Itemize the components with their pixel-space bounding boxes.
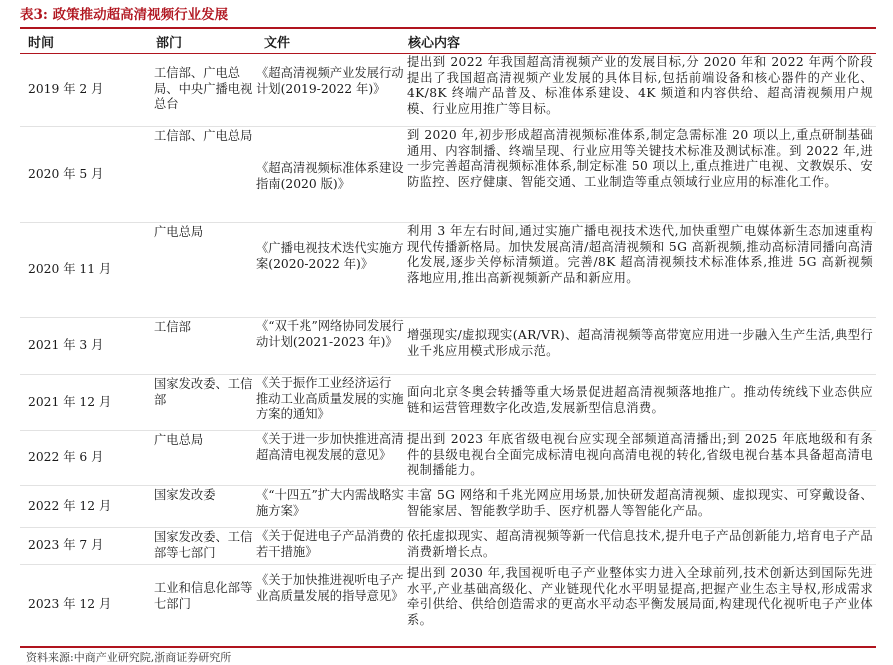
row-core: 利用 3 年左右时间,通过实施广播电视技术迭代,加快重塑广电媒体新生态加速重构现代传播新格局。加快发展高清/超高清视频和 5G 高新视频,推动高标清同播向高清化发展,逐步关停标清频道。完善/8K 超高清视频技术标准体系,推进 5G 高新视频落地应用,推出高新视频新产品和新应用。: [407, 224, 873, 285]
row-doc: 《超高清视频标准体系建设指南(2020 版)》: [256, 161, 404, 191]
row-doc: 《超高清视频产业发展行动计划(2019-2022 年)》: [256, 66, 404, 96]
row-time: 2023 年 7 月: [28, 538, 104, 553]
row-dept: 工业和信息化部等七部门: [154, 581, 253, 611]
row-time: 2020 年 11 月: [28, 262, 112, 277]
table-row: [20, 223, 876, 318]
source-note: 资料来源:中商产业研究院,浙商证券研究所: [26, 651, 232, 664]
row-dept: 工信部: [154, 320, 191, 334]
row-dept: 工信部、广电总局、中央广播电视总台: [154, 66, 253, 112]
row-doc: 《关于促进电子产品消费的若干措施》: [256, 529, 404, 559]
row-dept: 国家发改委、工信部: [154, 377, 253, 407]
row-time: 2019 年 2 月: [28, 82, 104, 97]
row-time: 2021 年 12 月: [28, 394, 112, 409]
row-dept: 广电总局: [154, 433, 204, 447]
row-time: 2020 年 5 月: [28, 166, 104, 181]
row-doc: 《“双千兆”网络协同发展行动计划(2021-2023 年)》: [256, 319, 404, 349]
row-core: 增强现实/虚拟现实(AR/VR)、超高清视频等高带宽应用进一步融入生产生活,典型行业千兆应用模式形成示范。: [407, 328, 873, 358]
row-time: 2022 年 12 月: [28, 498, 112, 513]
row-core: 提出到 2023 年底省级电视台应实现全部频道高清播出;到 2025 年底地级和有条件的县级电视台全面完成标清电视向高清电视的转化,省级电视台基本具备超高清电视制播能力。: [407, 432, 873, 478]
row-core: 提出到 2030 年,我国视听电子产业整体实力进入全球前列,技术创新达到国际先进水平,产业基础高级化、产业链现代化水平明显提高,把握产业生态主导权,形成需求牵引供给、供给创造需求的更高水平动态平衡发展局面,构建现代化视听电子产业体系。: [407, 566, 873, 627]
table-row: [20, 318, 876, 375]
row-doc: 《关于振作工业经济运行 推动工业高质量发展的实施方案的通知》: [256, 376, 404, 422]
row-time: 2022 年 6 月: [28, 450, 104, 465]
row-dept: 广电总局: [154, 225, 204, 239]
column-header-core: 核心内容: [408, 36, 461, 51]
table-row: [20, 431, 876, 486]
column-header-dept: 部门: [156, 36, 183, 51]
row-dept: 工信部、广电总局: [154, 129, 253, 143]
table-header: [20, 29, 876, 54]
row-doc: 《广播电视技术迭代实施方案(2020-2022 年)》: [256, 241, 404, 271]
row-core: 到 2020 年,初步形成超高清视频标准体系,制定急需标准 20 项以上,重点研制基础通用、内容制播、终端呈现、行业应用等关键技术标准及测试标准。到 2022 年,进一步完善超高清视频标准体系,制定标准 50 项以上,重点推进广电视、文教娱乐、安防监控、医疗健康、智能交通、工业制造等重点领域行业应用的标准化工作。: [407, 128, 873, 189]
row-core: 依托虚拟现实、超高清视频等新一代信息技术,提升电子产品创新能力,培育电子产品消费新增长点。: [407, 529, 873, 559]
row-dept: 国家发改委、工信部等七部门: [154, 530, 253, 560]
table-row: [20, 127, 876, 223]
row-doc: 《关于加快推进视听电子产业高质量发展的指导意见》: [256, 573, 404, 603]
row-time: 2023 年 12 月: [28, 597, 112, 612]
row-core: 丰富 5G 网络和千兆光网应用场景,加快研发超高清视频、虚拟现实、可穿戴设备、智能家居、智能教学助手、医疗机器人等智能化产品。: [407, 488, 873, 518]
table-row: [20, 375, 876, 431]
row-dept: 国家发改委: [154, 488, 216, 502]
table-row: [20, 54, 876, 127]
table-title: 表3: 政策推动超高清视频行业发展: [20, 7, 229, 23]
row-core: 提出到 2022 年我国超高清视频产业的发展目标,分 2020 年和 2022 年两个阶段提出了我国超高清视频产业发展的具体目标,包括前端设备和核心器件的产业化、4K/8K 终端产品普及、标准体系建设、4K 频道和内容供给、超高清视频用户规模、行业应用推广等目标。: [407, 55, 873, 116]
table-row: [20, 528, 876, 565]
table-row: [20, 486, 876, 528]
column-header-time: 时间: [28, 36, 55, 51]
row-time: 2021 年 3 月: [28, 338, 104, 353]
row-core: 面向北京冬奥会转播等重大场景促进超高清视频落地推广。推动传统线下业态供应链和运营管理数字化改造,发展新型信息消费。: [407, 385, 873, 415]
row-doc: 《“十四五”扩大内需战略实施方案》: [256, 488, 404, 518]
column-header-doc: 文件: [264, 36, 291, 51]
table-row: [20, 565, 876, 645]
row-doc: 《关于进一步加快推进高清超高清电视发展的意见》: [256, 432, 404, 462]
